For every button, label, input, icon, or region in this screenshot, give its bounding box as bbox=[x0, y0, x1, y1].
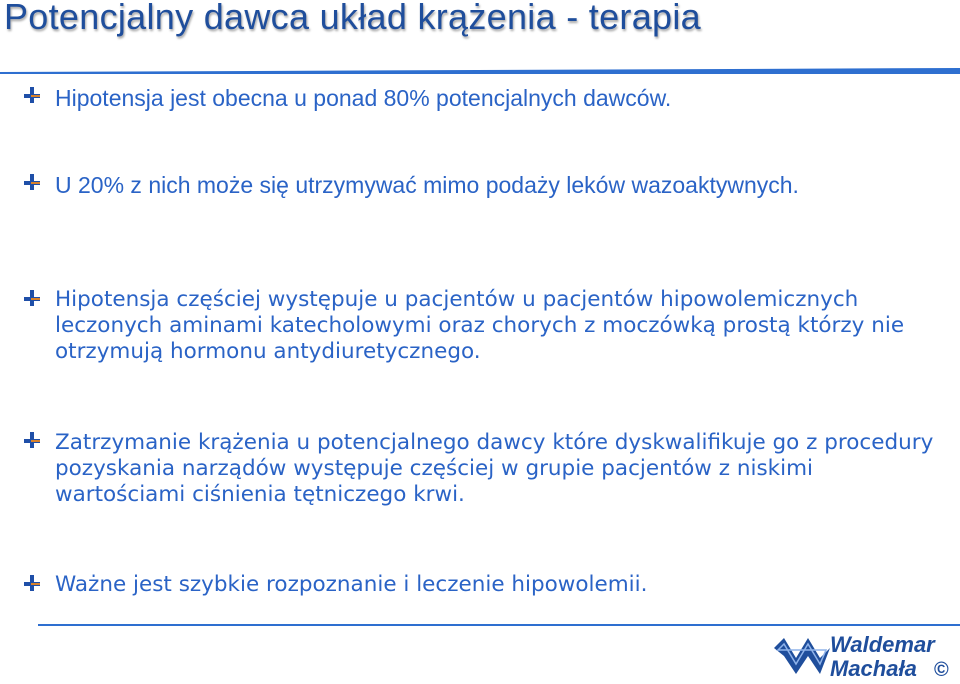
bullet-icon bbox=[24, 174, 40, 190]
bullet-text-2: U 20% z nich może się utrzymywać mimo podaży leków wazoaktywnych. bbox=[55, 172, 799, 198]
logo-line-2: Machała bbox=[830, 656, 917, 681]
title-underline bbox=[0, 68, 960, 74]
bullet-icon bbox=[24, 432, 40, 448]
logo-line-1: Waldemar bbox=[830, 632, 935, 657]
bullet-icon bbox=[24, 290, 40, 306]
bullet-icon bbox=[24, 87, 40, 103]
copyright-mark: © bbox=[934, 659, 949, 681]
slide-title: Potencjalny dawca układ krążenia - terapia bbox=[4, 0, 701, 37]
bullet-text-3: Hipotensja częściej występuje u pacjentów u pacjentów hipowolemicznych leczonych aminami katecholowymi oraz chorych z moczówką prostą którzy nie otrzymują hormonu antydiuretycznego. bbox=[55, 287, 905, 364]
author-logo bbox=[770, 624, 960, 684]
bullet-icon bbox=[24, 575, 40, 591]
bullet-text-4: Zatrzymanie krążenia u potencjalnego dawcy które dyskwalifikuje go z procedury pozyskania narządów występuje częściej w grupie pacjentów z niskimi wartościami ciśnienia tętniczego krwi. bbox=[55, 430, 934, 507]
bullet-text-5: Ważne jest szybkie rozpoznanie i leczenie hipowolemii. bbox=[55, 572, 648, 597]
bullet-text-1: Hipotensja jest obecna u ponad 80% potencjalnych dawców. bbox=[55, 85, 672, 111]
